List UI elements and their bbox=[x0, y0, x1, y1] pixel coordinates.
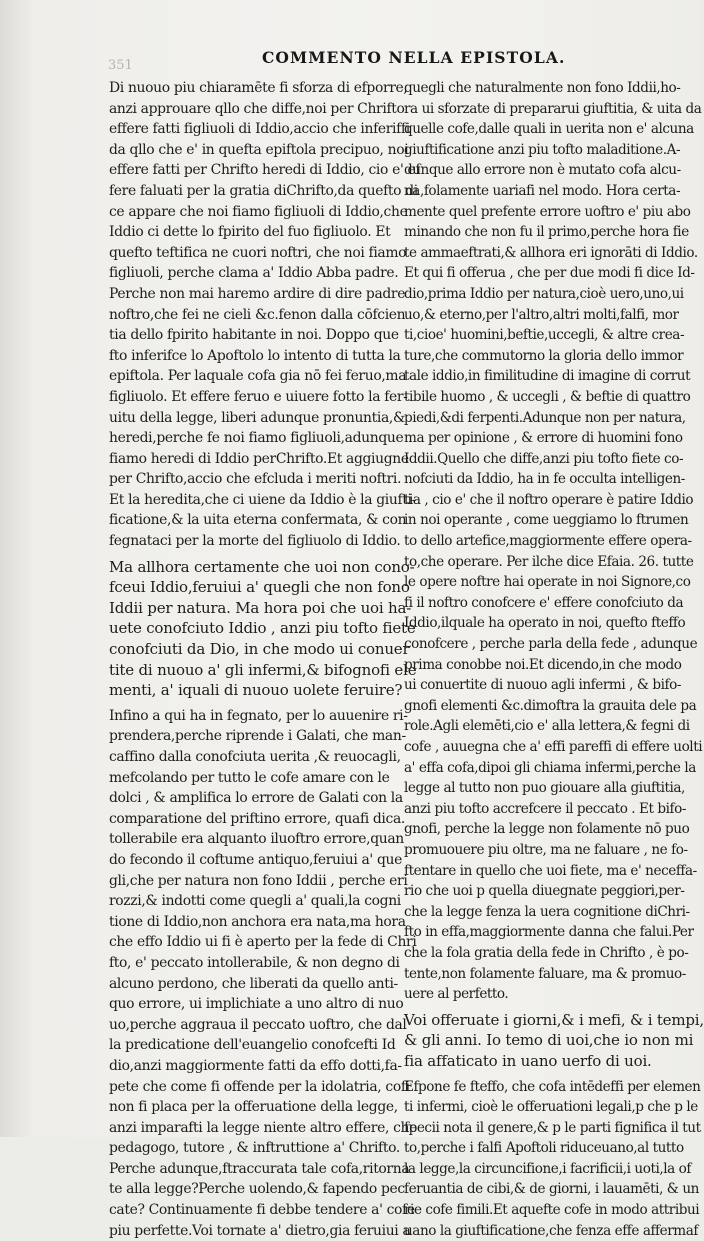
text-line: cofe , auuegna che a' effi pareffi di effere uolti bbox=[404, 737, 682, 758]
text-line: fpecii nota il genere,& p le parti fignifica il tut bbox=[404, 1118, 682, 1139]
text-line: prendera,perche riprende i Galati, che man- bbox=[109, 726, 399, 747]
text-line: te alla legge?Perche uolendo,& fapendo pec bbox=[109, 1179, 399, 1200]
text-line: do fecondo il coftume antiquo,feruiui a' que bbox=[109, 850, 399, 871]
text-line: ftentare in quello che uoi fiete, ma e' neceffa- bbox=[404, 861, 682, 882]
text-line: tibile huomo , & uccegli , & beftie di quattro bbox=[404, 387, 682, 408]
text-line: Iddio,ilquale ha operato in noi, quefto fteffo bbox=[404, 613, 682, 634]
text-line: Iddii per natura. Ma hora poi che uoi ha- bbox=[109, 598, 399, 619]
text-line: alcuno perdono, che liberati da quello anti- bbox=[109, 974, 399, 995]
text-line: nofciuti da Iddio, ha in fe occulta intelligen- bbox=[404, 469, 682, 490]
text-line: tollerabile era alquanto iluoftro errore,quan bbox=[109, 829, 399, 850]
text-line: minando che non fu il primo,perche hora fie bbox=[404, 222, 682, 243]
text-line: uere al perfetto. bbox=[404, 984, 682, 1005]
text-line: gnofi, perche la legge non folamente nō puo bbox=[404, 819, 682, 840]
text-line: in noi operante , come ueggiamo lo ftrumen bbox=[404, 510, 682, 531]
right-column bbox=[404, 78, 682, 1241]
scripture-passage bbox=[404, 1010, 682, 1072]
text-line: rie cofe fimili.Et aquefte cofe in modo attribui bbox=[404, 1200, 682, 1221]
text-line: la legge,la circuncifione,i facrificii,i uoti,la of bbox=[404, 1159, 682, 1180]
text-line: fere faluati per la gratia diChrifto,da quefto di bbox=[109, 181, 399, 202]
text-line: effere fatti figliuoli di Iddio,accio che inferiffi bbox=[109, 119, 399, 140]
text-line: tione di Iddio,non anchora era nata,ma hora bbox=[109, 912, 399, 933]
text-line: gli,che per natura non fono Iddii , perche eri bbox=[109, 871, 399, 892]
text-line: fiamo heredi di Iddio perChrifto.Et aggiugne bbox=[109, 449, 399, 470]
text-line: heredi,perche fe noi fiamo figliuoli,adunque bbox=[109, 428, 399, 449]
text-line: fi il noftro conofcere e' effere conofciuto da bbox=[404, 593, 682, 614]
commentary-paragraph bbox=[404, 78, 682, 1005]
text-line: anzi piu tofto accrefcere il peccato . Et bifo- bbox=[404, 799, 682, 820]
text-line: effere fatti per Chrifto heredi di Iddio, cio e' ef bbox=[109, 160, 399, 181]
text-line: che la legge fenza la uera cognitione diChri- bbox=[404, 902, 682, 923]
text-line: fia affaticato in uano uerfo di uoi. bbox=[404, 1051, 682, 1072]
text-line: pedagogo, tutore , & inftruttione a' Chrifto. bbox=[109, 1138, 399, 1159]
text-line: Efpone fe fteffo, che cofa intēdeffi per elemen bbox=[404, 1077, 682, 1098]
text-line: figliuolo. Et effere feruo e uiuere fotto la fer- bbox=[109, 387, 399, 408]
text-line: dunque allo errore non è mutato cofa alcu- bbox=[404, 160, 682, 181]
text-line: mente quel prefente errore uoftro e' piu abo bbox=[404, 202, 682, 223]
text-line: to,perche i falfi Apoftoli riduceuano,al tutto bbox=[404, 1138, 682, 1159]
text-line: uano la giuftificatione,che fenza effe affermaf bbox=[404, 1221, 682, 1241]
text-line: Voi offeruate i giorni,& i mefi, & i tempi, bbox=[404, 1010, 682, 1031]
text-line: Et qui fi offerua , che per due modi fi dice Id- bbox=[404, 263, 682, 284]
text-line: dolci , & amplifica lo errore de Galati con la bbox=[109, 788, 399, 809]
text-line: ra ui sforzate di prepararui giuftitia, & uita da bbox=[404, 99, 682, 120]
text-line: anzi imparafti la legge niente altro effere, che bbox=[109, 1118, 399, 1139]
text-line: ti,cioe' huomini,beftie,uccegli, & altre crea- bbox=[404, 325, 682, 346]
text-line: Di nuouo piu chiaramēte fi sforza di efporre, bbox=[109, 78, 399, 99]
text-line: Infino a qui ha in fegnato, per lo auuenire ri- bbox=[109, 706, 399, 727]
text-line: ti infermi, cioè le offeruationi legali,p che p le bbox=[404, 1097, 682, 1118]
text-line: quegli che naturalmente non fono Iddii,ho- bbox=[404, 78, 682, 99]
text-line: caffino dalla conofciuta uerita ,& reuocagli, bbox=[109, 747, 399, 768]
text-line: Ma allhora certamente che uoi non cono- bbox=[109, 557, 399, 578]
page-number: 351 bbox=[108, 58, 133, 73]
commentary-paragraph bbox=[109, 78, 399, 552]
text-line: piu perfette.Voi tornate a' dietro,gia feruiui a bbox=[109, 1221, 399, 1241]
text-line: feruantia de cibi,& de giorni, i lauamēti, & un bbox=[404, 1179, 682, 1200]
text-line: noftro,che fei ne cieli &c.fenon dalla cōfcien bbox=[109, 305, 399, 326]
scripture-passage bbox=[109, 557, 399, 701]
text-line: fegnataci per la morte del figliuolo di Iddio. bbox=[109, 531, 399, 552]
text-line: tia dello fpirito habitante in noi. Doppo que bbox=[109, 325, 399, 346]
text-line: na,folamente uariafi nel modo. Hora certa- bbox=[404, 181, 682, 202]
text-line: per Chrifto,accio che efcluda i meriti noftri. bbox=[109, 469, 399, 490]
text-line: menti, a' iquali di nuouo uolete feruire? bbox=[109, 680, 399, 701]
text-line: ce appare che noi fiamo figliuoli di Iddio,che bbox=[109, 202, 399, 223]
text-line: dio,prima Iddio per natura,cioè uero,uno,ui bbox=[404, 284, 682, 305]
commentary-paragraph bbox=[109, 706, 399, 1241]
text-line: mefcolando per tutto le cofe amare con le bbox=[109, 768, 399, 789]
text-line: a' effa cofa,dipoi gli chiama infermi,perche la bbox=[404, 758, 682, 779]
text-line: uo,perche aggraua il peccato uoftro, che dal bbox=[109, 1015, 399, 1036]
text-line: piedi,&di ferpenti.Adunque non per natura, bbox=[404, 408, 682, 429]
text-line: pete che come fi offende per la idolatria, cofi bbox=[109, 1077, 399, 1098]
text-line: da qllo che e' in quefta epiftola precipuo, noi bbox=[109, 140, 399, 161]
text-line: conofciuti da Dio, in che modo ui conuer bbox=[109, 639, 399, 660]
text-line: comparatione del priftino errore, quafi dica. bbox=[109, 809, 399, 830]
text-line: ma per opinione , & errore di huomini fono bbox=[404, 428, 682, 449]
text-line: fceui Iddio,feruiui a' quegli che non fono bbox=[109, 577, 399, 598]
text-line: che effo Iddio ui fi è aperto per la fede di Chri bbox=[109, 932, 399, 953]
text-line: tia , cio e' che il noftro operare è patire Iddio bbox=[404, 490, 682, 511]
text-line: giuftificatione anzi piu tofto maladitione.A- bbox=[404, 140, 682, 161]
text-line: fto inferifce lo Apoftolo lo intento di tutta la bbox=[109, 346, 399, 367]
text-line: cate? Continuamente fi debbe tendere a' cofe bbox=[109, 1200, 399, 1221]
text-line: ture,che commutorno la gloria dello immor bbox=[404, 346, 682, 367]
text-line: quefto teftifica ne cuori noftri, che noi fiamo bbox=[109, 243, 399, 264]
text-line: la predicatione dell'euangelio conofcefti Id bbox=[109, 1035, 399, 1056]
text-line: ui conuertite di nuouo agli infermi , & bifo- bbox=[404, 675, 682, 696]
text-line: Perche adunque,ftraccurata tale cofa,ritorna bbox=[109, 1159, 399, 1180]
text-line: to,che operare. Per ilche dice Efaia. 26. tutte bbox=[404, 552, 682, 573]
text-line: rozzi,& indotti come quegli a' quali,la cogni bbox=[109, 891, 399, 912]
text-line: Perche non mai haremo ardire di dire padre bbox=[109, 284, 399, 305]
text-line: epiftola. Per laquale cofa gia nō fei feruo,ma bbox=[109, 366, 399, 387]
text-line: & gli anni. Io temo di uoi,che io non mi bbox=[404, 1030, 682, 1051]
text-line: tale iddio,in fimilitudine di imagine di corrut bbox=[404, 366, 682, 387]
text-line: conofcere , perche parla della fede , adunque bbox=[404, 634, 682, 655]
text-line: anzi approuare qllo che diffe,noi per Chrifto bbox=[109, 99, 399, 120]
text-line: to dello artefice,maggiormente effere opera- bbox=[404, 531, 682, 552]
text-line: tite di nuouo a' gli infermi,& bifognofi ele bbox=[109, 660, 399, 681]
text-line: fto, e' peccato intollerabile, & non degno di bbox=[109, 953, 399, 974]
text-line: dio,anzi maggiormente fatti da effo dotti,fa- bbox=[109, 1056, 399, 1077]
text-line: promuouere piu oltre, ma ne faluare , ne fo- bbox=[404, 840, 682, 861]
text-line: uitu della legge, liberi adunque pronuntia,& bbox=[109, 408, 399, 429]
running-header: COMMENTO NELLA EPISTOLA. bbox=[262, 48, 682, 67]
text-line: Et la heredita,che ci uiene da Iddio è la giufti- bbox=[109, 490, 399, 511]
text-line: tente,non folamente faluare, ma & promuo- bbox=[404, 964, 682, 985]
text-line: ficatione,& la uita eterna confermata, & con bbox=[109, 510, 399, 531]
text-line: fto in effa,maggiormente danna che falui.Per bbox=[404, 922, 682, 943]
text-line: uo,& eterno,per l'altro,altri molti,falfi, mor bbox=[404, 305, 682, 326]
text-line: Iddii.Quello che diffe,anzi piu tofto fiete co- bbox=[404, 449, 682, 470]
text-line: rio che uoi p quella diuegnate peggiori,per- bbox=[404, 881, 682, 902]
left-column bbox=[109, 78, 399, 1241]
text-line: non fi placa per la offeruatione della legge, bbox=[109, 1097, 399, 1118]
text-line: quelle cofe,dalle quali in uerita non e' alcuna bbox=[404, 119, 682, 140]
text-line: legge al tutto non puo giouare alla giuftitia, bbox=[404, 778, 682, 799]
text-line: figliuoli, perche clama a' Iddio Abba padre. bbox=[109, 263, 399, 284]
text-line: uete conofciuto Iddio , anzi piu tofto fiete bbox=[109, 618, 399, 639]
text-line: Iddio ci dette lo fpirito del fuo figliuolo. Et bbox=[109, 222, 399, 243]
text-line: role.Agli elemēti,cio e' alla lettera,& fegni di bbox=[404, 716, 682, 737]
text-line: prima conobbe noi.Et dicendo,in che modo bbox=[404, 655, 682, 676]
text-line: le opere noftre hai operate in noi Signore,co bbox=[404, 572, 682, 593]
text-line: quo errore, ui implichiate a uno altro di nuo bbox=[109, 994, 399, 1015]
text-line: gnofi elementi &c.dimoftra la grauita dele pa bbox=[404, 696, 682, 717]
commentary-paragraph bbox=[404, 1077, 682, 1241]
text-line: te ammaeftrati,& allhora eri ignorāti di Iddio. bbox=[404, 243, 682, 264]
text-line: che la fola gratia della fede in Chrifto , è po- bbox=[404, 943, 682, 964]
